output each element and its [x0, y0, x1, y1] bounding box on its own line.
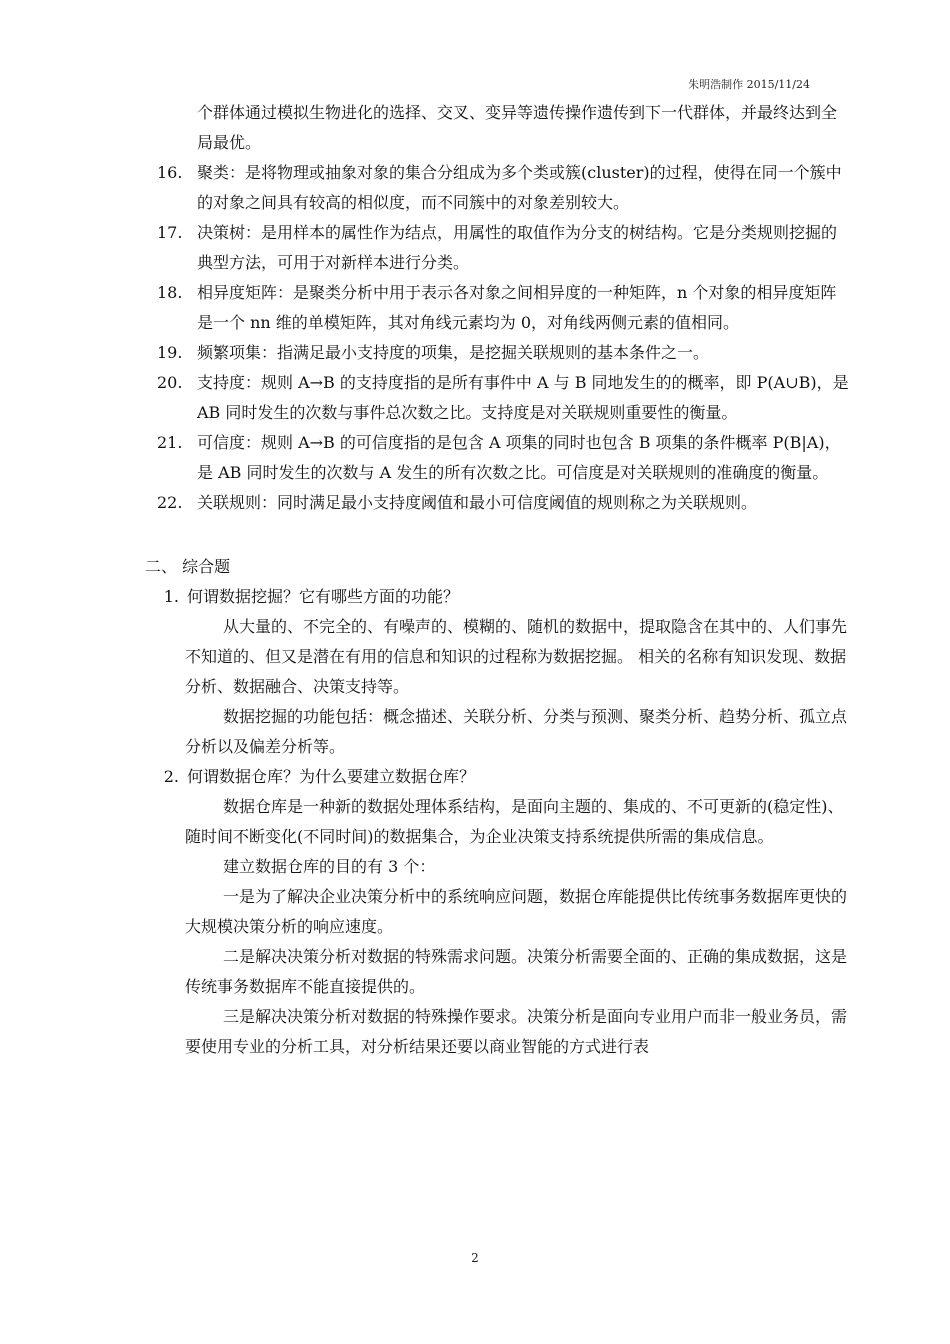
term-item — [145, 158, 850, 218]
term-text: 频繁项集：指满足最小支持度的项集，是挖掘关联规则的基本条件之一。 — [197, 343, 710, 362]
term-text: 相异度矩阵：是聚类分析中用于表示各对象之间相异度的一种矩阵，n 个对象的相异度矩阵是一个 nn 维的单模矩阵，其对角线元素均为 0，对角线两侧元素的值相同。 — [197, 283, 837, 332]
page-header: 朱明浩制作 2015/11/24 — [688, 78, 810, 91]
term-number: 17. — [157, 223, 183, 242]
question-title: 何谓数据仓库？为什么要建立数据仓库？ — [187, 767, 476, 786]
continued-paragraph: 个群体通过模拟生物进化的选择、交叉、变异等遗传操作遗传到下一代群体，并最终达到全局最优。 — [197, 103, 838, 152]
term-item — [145, 218, 850, 278]
answer-paragraph: 一是为了解决企业决策分析中的系统响应问题，数据仓库能提供比传统事务数据库更快的大规模决策分析的响应速度。 — [185, 887, 848, 936]
page-number: 2 — [471, 1251, 479, 1265]
question-title: 何谓数据挖掘？它有哪些方面的功能？ — [187, 587, 460, 606]
answer-paragraph: 从大量的、不完全的、有噪声的、模糊的、随机的数据中，提取隐含在其中的、人们事先不知道的、但又是潜在有用的信息和知识的过程称为数据挖掘。 相关的名称有知识发现、数据分析、数据融合、决策支持等。 — [185, 617, 848, 696]
answer-paragraph: 二是解决决策分析对数据的特殊需求问题。决策分析需要全面的、正确的集成数据，这是传统事务数据库不能直接提供的。 — [185, 947, 848, 996]
term-number: 21. — [157, 433, 183, 452]
section-heading: 二、 综合题 — [145, 557, 231, 576]
term-item — [145, 368, 850, 428]
term-number: 19. — [157, 343, 183, 362]
answer-paragraph: 数据挖掘的功能包括：概念描述、关联分析、分类与预测、聚类分析、趋势分析、孤立点分析以及偏差分析等。 — [185, 707, 848, 756]
term-number: 16. — [157, 163, 183, 182]
term-number: 18. — [157, 283, 183, 302]
term-number: 22. — [157, 493, 183, 512]
term-number: 20. — [157, 373, 183, 392]
page-content — [145, 98, 850, 1062]
term-text: 聚类：是将物理或抽象对象的集合分组成为多个类或簇(cluster)的过程，使得在同一个簇中的对象之间具有较高的相似度，而不同簇中的对象差别较大。 — [197, 163, 842, 212]
answer-paragraph: 数据仓库是一种新的数据处理体系结构，是面向主题的、集成的、不可更新的(稳定性)、随时间不断变化(不同时间)的数据集合，为企业决策支持系统提供所需的集成信息。 — [185, 797, 844, 846]
term-text: 决策树：是用样本的属性作为结点，用属性的取值作为分支的树结构。它是分类规则挖掘的典型方法，可用于对新样本进行分类。 — [197, 223, 838, 272]
term-text: 支持度：规则 A→B 的支持度指的是所有事件中 A 与 B 同地发生的的概率，即 P(A∪B)，是 AB 同时发生的次数与事件总次数之比。支持度是对关联规则重要性的衡量。 — [197, 373, 849, 422]
question-item — [145, 762, 850, 792]
question-number: 2. — [163, 767, 179, 786]
question-number: 1. — [163, 587, 179, 606]
term-item — [145, 428, 850, 488]
term-text: 可信度：规则 A→B 的可信度指的是包含 A 项集的同时也包含 B 项集的条件概率 P(B|A)，是 AB 同时发生的次数与 A 发生的所有次数之比。可信度是对关联规则的准确度的衡量。 — [197, 433, 841, 482]
answer-paragraph: 三是解决决策分析对数据的特殊操作要求。决策分析是面向专业用户而非一般业务员，需要使用专业的分析工具，对分析结果还要以商业智能的方式进行表 — [185, 1007, 848, 1056]
term-text: 关联规则：同时满足最小支持度阈值和最小可信度阈值的规则称之为关联规则。 — [197, 493, 758, 512]
term-item — [145, 488, 850, 518]
question-item — [145, 582, 850, 612]
term-item — [145, 338, 850, 368]
term-item — [145, 278, 850, 338]
answer-paragraph: 建立数据仓库的目的有 3 个： — [223, 857, 436, 876]
